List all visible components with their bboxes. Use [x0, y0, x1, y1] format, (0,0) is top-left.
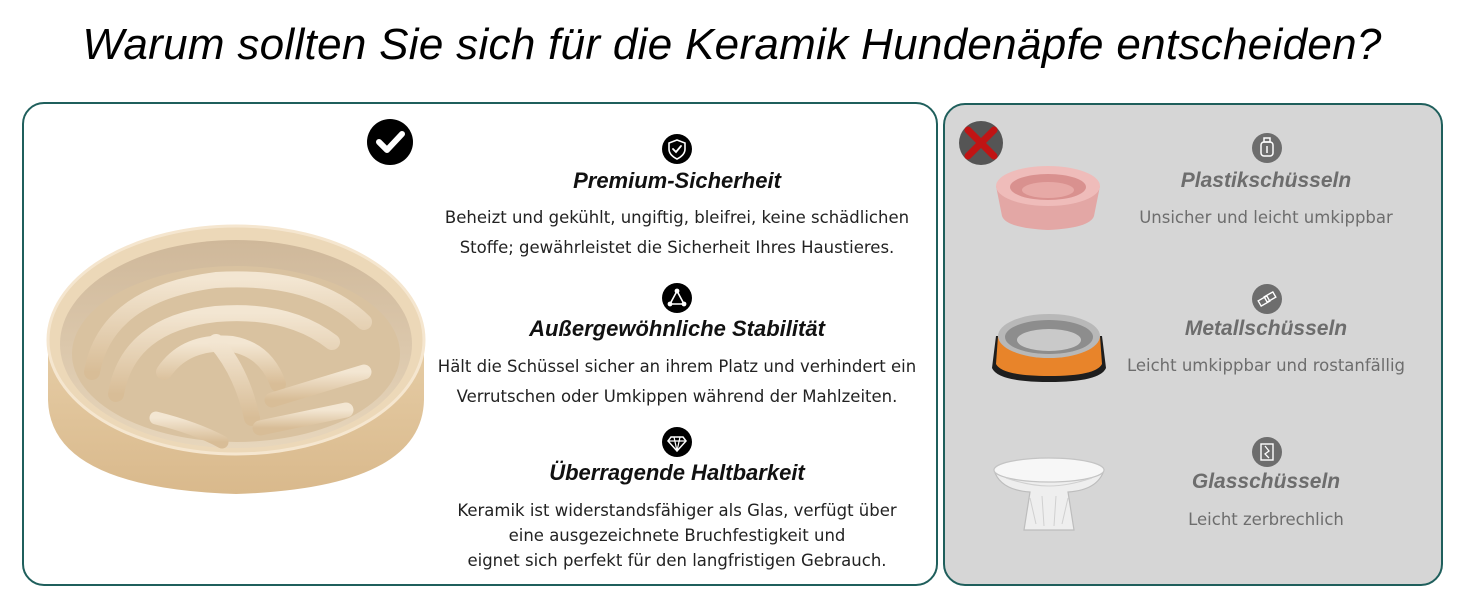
feature-desc-durability: [407, 498, 947, 573]
glass-bowl-image: [990, 454, 1108, 536]
feature-desc-line: Keramik ist widerstandsfähiger als Glas, verfügt über: [457, 501, 897, 520]
feature-desc-line: eine ausgezeichnete Bruchfestigkeit und: [508, 526, 846, 545]
broken-glass-icon: [1252, 437, 1282, 467]
triangle-nodes-icon: [662, 283, 692, 313]
plastic-bottle-icon: [1252, 133, 1282, 163]
alt-title-metal: Metallschüsseln: [1184, 317, 1348, 340]
plastic-bowl-image: [992, 160, 1104, 232]
feature-title-stability: Außergewöhnliche Stabilität: [529, 316, 825, 341]
alt-title-glass: Glasschüsseln: [1191, 470, 1341, 493]
feature-desc-safety: [407, 205, 947, 260]
metal-bars-icon: [1252, 284, 1282, 314]
feature-desc-line: eignet sich perfekt für den langfristigen Gebrauch.: [467, 551, 887, 570]
feature-desc-line: Hält die Schüssel sicher an ihrem Platz und verhindert ein: [437, 357, 917, 376]
diamond-icon: [662, 427, 692, 457]
feature-desc-line: Beheizt und gekühlt, ungiftig, bleifrei, keine schädlichen: [444, 208, 910, 227]
feature-desc-line: Stoffe; gewährleistet die Sicherheit Ihres Haustieres.: [459, 238, 895, 257]
feature-desc-line: Verrutschen oder Umkippen während der Mahlzeiten.: [456, 387, 898, 406]
metal-bowl-image: [990, 306, 1108, 384]
alt-desc-plastic: Unsicher und leicht umkippbar: [1139, 208, 1393, 227]
feature-title-durability: Überragende Haltbarkeit: [549, 460, 805, 485]
alt-desc-metal: Leicht umkippbar und rostanfällig: [1126, 356, 1406, 375]
shield-check-icon: [662, 134, 692, 164]
alt-title-plastic: Plastikschüsseln: [1180, 169, 1352, 192]
feature-title-safety: Premium-Sicherheit: [573, 168, 781, 193]
headline: Warum sollten Sie sich für die Keramik Hundenäpfe entscheiden?: [82, 20, 1382, 69]
checkmark-icon: [367, 119, 413, 165]
ceramic-slow-feeder-bowl-image: [46, 222, 426, 504]
alt-desc-glass: Leicht zerbrechlich: [1188, 510, 1344, 529]
feature-desc-stability: [407, 354, 947, 409]
